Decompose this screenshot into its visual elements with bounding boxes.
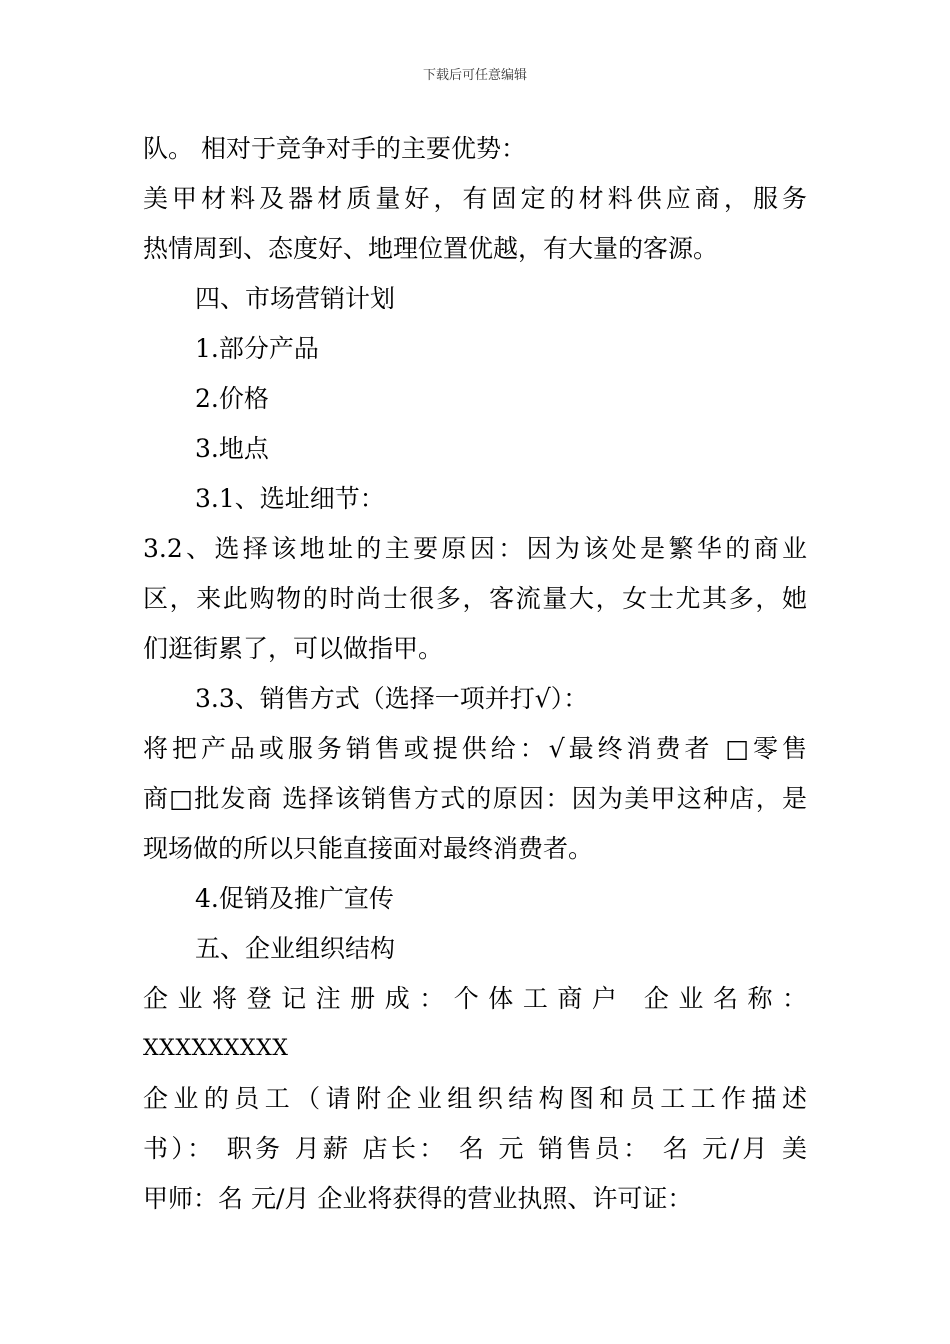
paragraph-line: 现场做的所以只能直接面对最终消费者。 [143,834,594,863]
page-header-watermark: 下载后可任意编辑 [422,68,527,83]
paragraph-line: 企业的员工（请附企业组织结构图和员工工作描述 [143,1084,807,1113]
paragraph-line: 3.2、选择该地址的主要原因：因为该处是繁华的商业 [143,534,807,563]
list-item: 3.1、选址细节： [195,484,385,513]
list-item: 3.3、销售方式（选择一项并打√）： [195,684,589,713]
paragraph-line: 甲师：名 元/月 企业将获得的营业执照、许可证： [143,1184,693,1213]
paragraph-line: 们逛街累了，可以做指甲。 [143,634,444,663]
paragraph-line: 商□批发商 选择该销售方式的原因：因为美甲这种店，是 [143,784,807,813]
company-name-placeholder: XXXXXXXXX [143,1036,289,1061]
list-item: 4.促销及推广宣传 [195,884,394,913]
list-item: 3.地点 [195,434,269,463]
paragraph-line: 区，来此购物的时尚士很多，客流量大，女士尤其多，她 [143,584,807,613]
paragraph-line: 书）： 职务 月薪 店长： 名 元 销售员： 名 元/月 美 [143,1134,807,1163]
paragraph-line: 美甲材料及器材质量好，有固定的材料供应商，服务 [143,184,807,213]
paragraph-line: 将把产品或服务销售或提供给：√最终消费者 □零售 [143,734,807,763]
section-heading: 五、企业组织结构 [195,934,396,963]
list-item: 2.价格 [195,384,269,413]
section-heading: 四、市场营销计划 [195,284,396,313]
paragraph-line: 热情周到、态度好、地理位置优越，有大量的客源。 [143,234,719,263]
list-item: 1.部分产品 [195,334,319,363]
paragraph-line: 企业将登记注册成：个体工商户 企业名称： [143,984,807,1013]
paragraph-line: 队。 相对于竞争对手的主要优势： [143,134,526,163]
